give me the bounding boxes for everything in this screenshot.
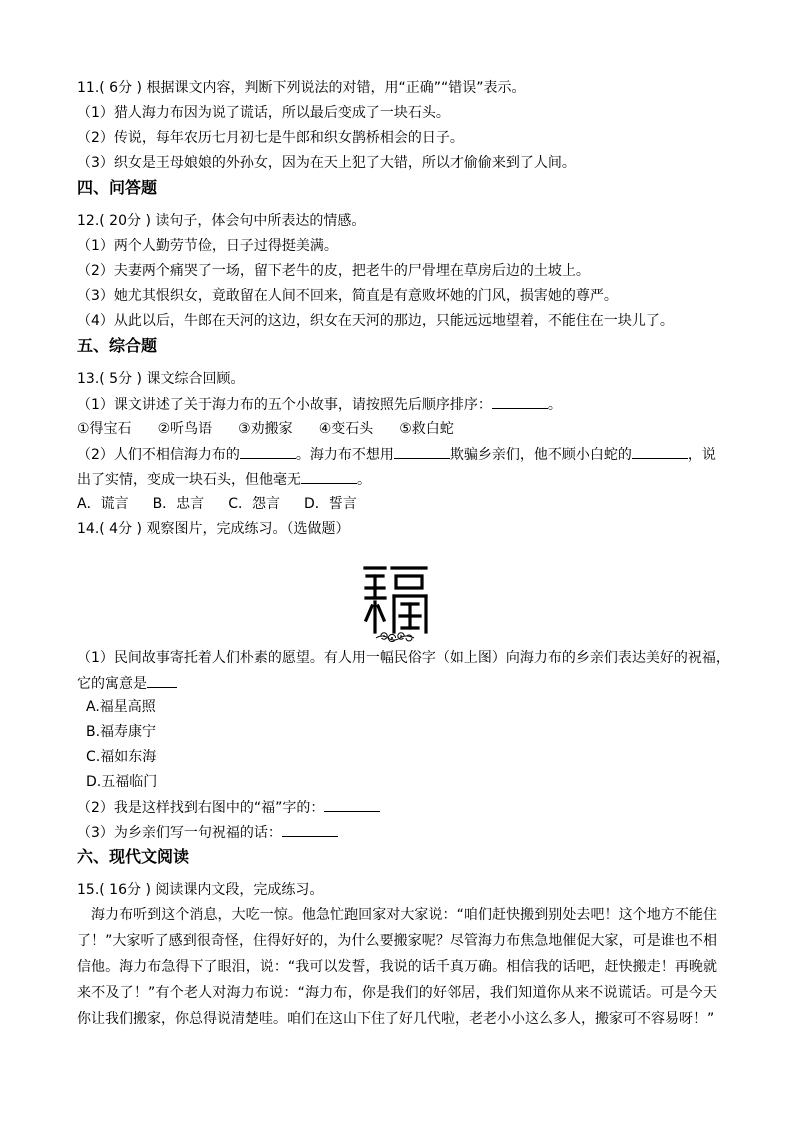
q14-sub2	[77, 797, 380, 818]
q12-item-4: （4）从此以后，牛郎在天河的这边，织女在天河的那边，只能远远地望着，不能住在一块儿了。	[77, 313, 674, 329]
q13-sub2-text-e: 出了实情，变成一块石头，但他毫无	[77, 472, 301, 488]
answer-blank[interactable]	[492, 394, 548, 409]
fu-character-graphic	[362, 562, 432, 642]
choice-b: B．忠言	[152, 496, 205, 512]
q14-option-b: B.福寿康宁	[86, 724, 157, 740]
answer-blank[interactable]	[147, 673, 177, 688]
q13-choices	[77, 494, 357, 514]
q14-option-a: A.福星高照	[86, 699, 156, 715]
q13-sub2-text-f: 。	[357, 472, 371, 488]
story-option: ①得宝石	[77, 421, 132, 437]
q12-item-3: （3）她尤其恨织女，竟敢留在人间不回来，简直是有意败坏她的门风，损害她的尊严。	[77, 288, 618, 304]
answer-blank[interactable]	[324, 797, 380, 812]
q13-sub2-text-d: ，说	[687, 447, 716, 463]
q14-option-c: C.福如东海	[86, 749, 157, 765]
q13-sub2-line1	[77, 444, 716, 465]
q13-sub1	[77, 394, 562, 415]
q14-sub1-line1: （1）民间故事寄托着人们朴素的愿望。有人用一幅民俗字（如上图）向海力布的乡亲们表达美好的祝福，	[77, 650, 730, 666]
story-option: ④变石头	[318, 421, 374, 437]
answer-blank[interactable]	[394, 444, 450, 459]
q12-item-1: （1）两个人勤劳节俭，日子过得挺美满。	[77, 238, 338, 254]
q14-option-d: D.五福临门	[86, 774, 158, 790]
folk-fu-character-image	[362, 562, 432, 642]
q15-passage: 海力布听到这个消息，大吃一惊。他急忙跑回家对大家说：“咱们赶快搬到别处去吧！这个地方不能住了！”大家听了感到很奇怪，住得好好的，为什么要搬家呢？尽管海力布焦急地催促大家，可是谁也不相信他。海力布急得下了眼泪，说：“我可以发誓，我说的话千真万确。相信我的话吧，赶快搬走！再晚就来不及了！”有个老人对海力布说：“海力布，你是我们的好邻居，我们知道你从来不说谎话。可是今天你让我们搬家，你总得说清楚哇。咱们在这山下住了好几代啦，老老小小这么多人，搬家可不容易呀！”	[77, 907, 717, 1027]
q11-item-2: （2）传说，每年农历七月初七是牛郎和织女鹊桥相会的日子。	[77, 130, 464, 146]
section-heading-4: 四、问答题	[77, 178, 158, 197]
section-heading-5: 五、综合题	[77, 336, 158, 355]
q13-sub2-text-a: （2）人们不相信海力布的	[77, 447, 240, 463]
q11-item-3: （3）织女是王母娘娘的外孙女，因为在天上犯了大错，所以才偷偷来到了人间。	[77, 155, 576, 171]
choice-d: D．誓言	[303, 496, 357, 512]
q11-stem: 11.( 6分 ) 根据课文内容，判断下列说法的对错，用“正确”“错误”表示。	[77, 80, 526, 96]
section-heading-6: 六、现代文阅读	[77, 847, 190, 866]
q14-sub1-line2	[77, 673, 177, 694]
q14-sub2-text: （2）我是这样找到右图中的“福”字的：	[77, 800, 325, 816]
answer-blank[interactable]	[301, 469, 357, 484]
q15-stem: 15.( 16分 ) 阅读课内文段，完成练习。	[77, 882, 324, 898]
q13-sub2-text-b: 。海力布不想用	[295, 447, 394, 463]
q14-sub3	[77, 822, 338, 843]
q11-item-1: （1）猎人海力布因为说了谎话，所以最后变成了一块石头。	[77, 105, 450, 121]
q13-stem: 13.( 5分 ) 课文综合回顾。	[77, 371, 245, 387]
story-option: ③劝搬家	[238, 421, 293, 437]
q13-story-list	[77, 419, 454, 439]
choice-c: C．怨言	[228, 496, 280, 512]
q13-sub1-text: （1）课文讲述了关于海力布的五个小故事，请按照先后顺序排序：	[77, 397, 492, 413]
q13-sub1-end: 。	[547, 397, 562, 413]
q14-sub1-text: 它的寓意是	[77, 676, 147, 692]
q13-sub2-text-c: 欺骗乡亲们，他不顾小白蛇的	[449, 447, 632, 463]
q13-sub2-line2	[77, 469, 371, 490]
answer-blank[interactable]	[282, 822, 338, 837]
answer-blank[interactable]	[240, 444, 296, 459]
story-option: ②听鸟语	[157, 421, 213, 437]
q12-stem: 12.( 20分 ) 读句子，体会句中所表达的情感。	[77, 213, 366, 229]
q14-sub3-text: （3）为乡亲们写一句祝福的话：	[77, 825, 282, 841]
choice-a: A．谎言	[77, 496, 129, 512]
q14-stem: 14.( 4分 ) 观察图片，完成练习。（选做题）	[77, 521, 350, 537]
answer-blank[interactable]	[632, 444, 688, 459]
q12-item-2: （2）夫妻两个痛哭了一场，留下老牛的皮，把老牛的尸骨埋在草房后边的土坡上。	[77, 263, 590, 279]
story-option: ⑤救白蛇	[399, 421, 454, 437]
